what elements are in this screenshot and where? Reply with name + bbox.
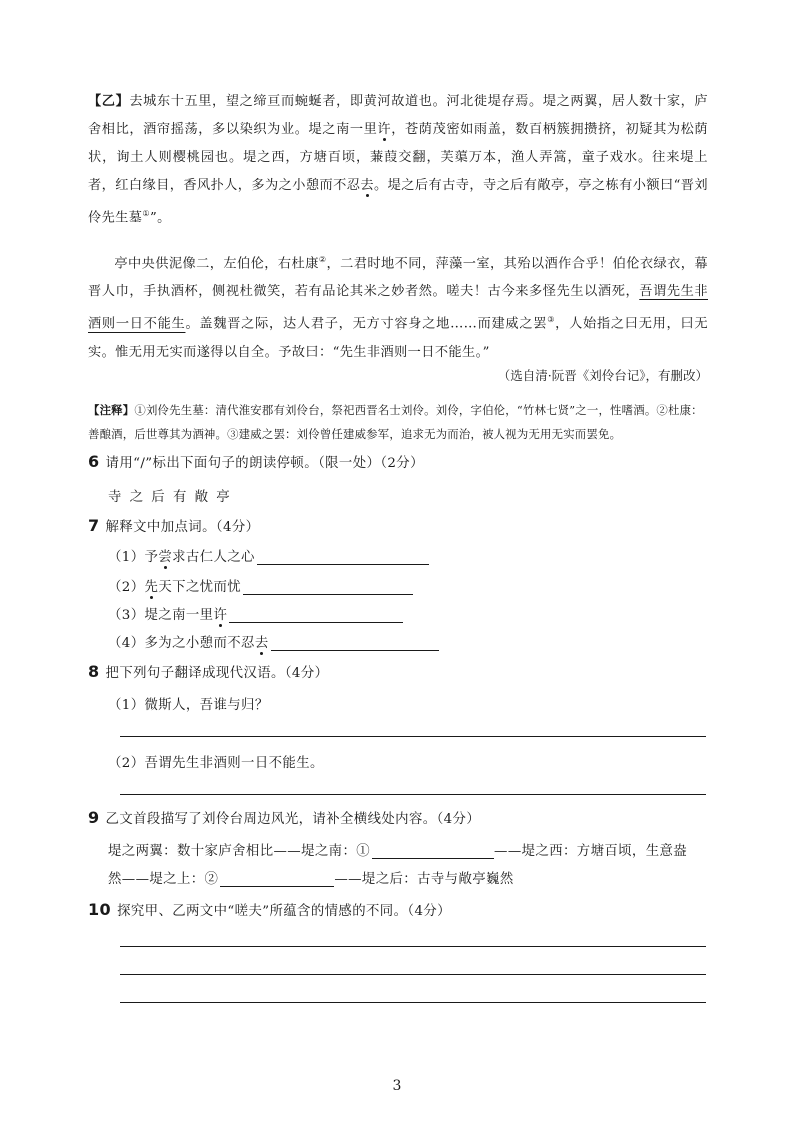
question-9-line-2: 然——堤之上：② ——堤之后：古寺与敞亭巍然: [108, 872, 514, 887]
dotted-char: 去: [360, 178, 374, 193]
question-number: 9: [88, 808, 100, 827]
question-text: 请用“/”标出下面句子的朗读停顿。（限一处）（2分）: [105, 456, 424, 471]
passage-paragraph-2: 亭中央供泥像二，左伯伦，右杜康②，二君时地不同，萍藻一室，其殆以酒作合乎！伯伦衣绿衣，幕晋人巾，手执酒杯，侧视杜微笑，若有品论其米之妙者然。嗟夫！古今来多怪先生以酒死，吾谓先生非酒则一日不能生。盖魏晋之际，达人君子，无方寸容身之地……而建威之罢③，人始指之曰无用，曰无实。惟无用无实而遂得以自全。予故曰：“先生非酒则一日不能生。”: [88, 255, 709, 360]
annotations-text: ①刘伶先生墓：清代淮安郡有刘伶台，祭祀西晋名士刘伶。刘伶，字伯伦，“竹林七贤”之一，性嗜酒。②杜康：善酿酒，后世尊其为酒神。③建威之罢：刘伶曾任建威参军，追求无为而治，被人视为无用无实而罢免。: [88, 403, 703, 441]
question-7-item-2: （2）先天下之忧而忧: [108, 576, 413, 595]
footnote-mark: ①: [142, 209, 150, 218]
question-8-item-1: （1）微斯人，吾谁与归？: [108, 698, 269, 713]
question-text: 探究甲、乙两文中“嗟夫”所蕴含的情感的不同。（4分）: [117, 904, 451, 919]
question-text: 解释文中加点词。（4分）: [105, 520, 260, 535]
question-number: 7: [88, 516, 100, 535]
passage-source: （选自清·阮晋《刘伶台记》，有删改）: [497, 368, 708, 383]
passage-paragraph-1: 【乙】去城东十五里，望之缔亘而蜿蜒者，即黄河故道也。河北徙堤存焉。堤之两翼，居人数十家，庐舍相比，酒帘摇荡，多以染织为业。堤之南一里许，苍荫茂密如雨盖，数百柄簇拥攒挤，初疑其为松荫状，询土人则樱桃园也。堤之西，方塘百顷，蒹葭交翻，芙蕖万本，渔人弄篙，童子戏水。往来堤上者，红白缘目，香风扑人，多为之小憩而不忍去。堤之后有古寺，寺之后有敞亭，亭之栋有小额曰“晋刘伶先生墓①”。: [88, 94, 709, 226]
question-6: [88, 452, 424, 471]
dotted-char: 先: [144, 580, 159, 595]
footnote-mark: ②: [318, 255, 327, 264]
underlined-sentence: 吾谓先生非酒则一日不能生: [88, 284, 708, 332]
dotted-char: 去: [254, 636, 269, 651]
question-9-line-1: 堤之两翼：数十家庐舍相比——堤之南：① ——堤之西：方塘百顷，生意盎: [108, 844, 688, 859]
question-number: 8: [88, 662, 100, 681]
question-7: [88, 516, 259, 535]
question-7-item-1: （1）予尝求古仁人之心: [108, 546, 429, 565]
annotations-label: 【注释】: [88, 403, 135, 417]
answer-blank[interactable]: [220, 872, 334, 887]
dotted-char: 尝: [158, 550, 173, 565]
answer-blank[interactable]: [271, 636, 439, 651]
answer-line[interactable]: [120, 736, 706, 737]
answer-line[interactable]: [120, 794, 706, 795]
question-6-sentence: 寺 之 后 有 敞 亭: [108, 490, 232, 505]
annotations: [88, 398, 712, 446]
answer-line[interactable]: [120, 974, 706, 975]
question-text: 把下列句子翻译成现代汉语。（4分）: [105, 666, 329, 681]
answer-line[interactable]: [120, 1002, 706, 1003]
dotted-char: 许: [377, 122, 392, 137]
question-9: [88, 808, 480, 827]
question-8-item-2: （2）吾谓先生非酒则一日不能生。: [108, 756, 324, 771]
dotted-char: 许: [213, 608, 228, 623]
answer-blank[interactable]: [372, 844, 494, 859]
passage-tag: 【乙】: [88, 94, 130, 109]
question-10: [88, 900, 451, 919]
question-7-item-4: （4）多为之小憩而不忍去: [108, 632, 439, 651]
answer-blank[interactable]: [229, 608, 403, 623]
answer-line[interactable]: [120, 946, 706, 947]
answer-blank[interactable]: [257, 550, 429, 565]
answer-blank[interactable]: [243, 580, 413, 595]
question-number: 10: [88, 900, 112, 919]
question-text: 乙文首段描写了刘伶台周边风光，请补全横线处内容。（4分）: [105, 812, 481, 827]
page-number: 3: [392, 1078, 402, 1094]
question-7-item-3: （3）堤之南一里许: [108, 604, 403, 623]
footnote-mark: ③: [547, 315, 556, 325]
question-number: 6: [88, 452, 100, 471]
question-8: [88, 662, 328, 681]
